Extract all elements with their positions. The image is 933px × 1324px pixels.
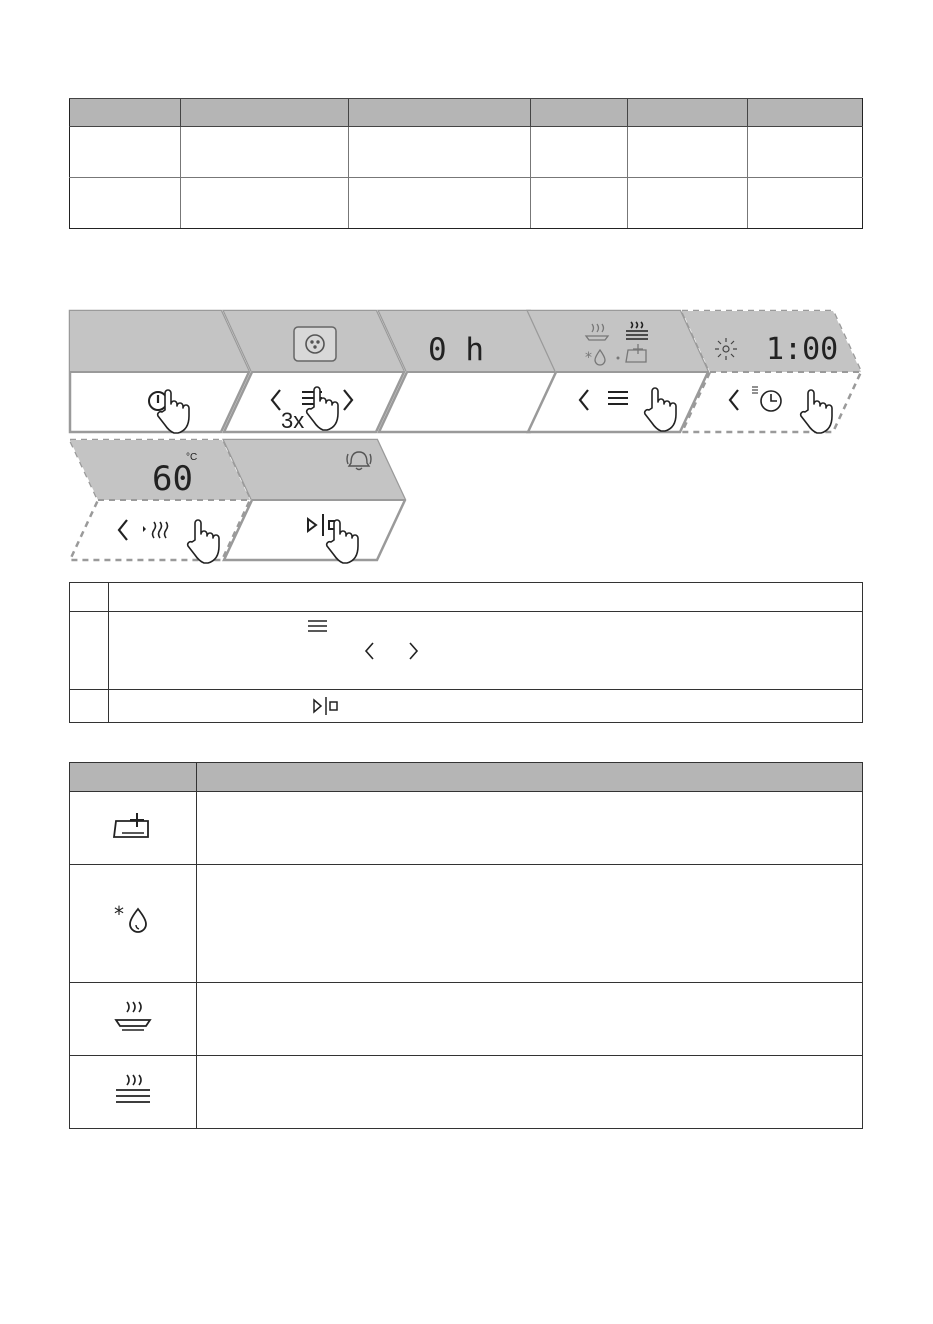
option-icon-cell <box>70 1056 197 1129</box>
table-cell <box>531 178 628 229</box>
chevron-left-icon <box>363 641 377 661</box>
header-cell <box>628 99 748 127</box>
table-cell <box>531 127 628 178</box>
svg-text:*: * <box>114 903 124 926</box>
option-description <box>197 792 863 865</box>
table-row <box>70 792 863 865</box>
options-table <box>69 762 863 1129</box>
machine-care-icon <box>112 811 154 841</box>
start-pause-icon <box>311 696 341 716</box>
step-number <box>70 690 109 723</box>
table-cell <box>349 178 531 229</box>
header-cell <box>748 99 863 127</box>
step-select-program <box>224 311 404 433</box>
table-cell <box>748 127 863 178</box>
header-cell <box>531 99 628 127</box>
top-table <box>69 98 863 229</box>
top-table-header <box>70 99 863 127</box>
option-icon-cell <box>70 792 197 865</box>
step-delay-display <box>379 311 558 432</box>
anti-allergy-icon <box>112 903 154 939</box>
delay-display: 0 h <box>428 332 484 368</box>
menu-icon <box>307 618 329 634</box>
table-row <box>70 865 863 983</box>
table-cell <box>181 178 349 229</box>
table-cell <box>349 127 531 178</box>
repeat-count-label: 3x <box>281 408 305 433</box>
steps-table <box>69 582 863 723</box>
step-start-program <box>224 440 405 563</box>
step-set-temperature <box>70 440 250 563</box>
table-row <box>70 983 863 1056</box>
header-cell <box>349 99 531 127</box>
table-row <box>70 690 863 723</box>
option-icon-cell <box>70 983 197 1056</box>
option-description <box>197 865 863 983</box>
stack-heat-icon <box>112 1073 154 1107</box>
table-row <box>70 583 863 612</box>
table-cell <box>181 127 349 178</box>
operation-sequence-diagram <box>0 300 933 570</box>
time-display: 1:00 <box>766 332 839 367</box>
table-row <box>70 127 863 178</box>
table-row <box>70 178 863 229</box>
chevron-right-icon <box>407 641 421 661</box>
table-cell <box>748 178 863 229</box>
step-number <box>70 583 109 612</box>
table-row <box>70 612 863 690</box>
table-cell <box>70 178 181 229</box>
table-cell <box>70 127 181 178</box>
table-cell <box>628 178 748 229</box>
step-cell <box>109 690 863 723</box>
header-cell <box>70 99 181 127</box>
temperature-unit: °C <box>186 452 198 463</box>
svg-text:*: * <box>585 350 592 366</box>
step-cell <box>109 612 863 690</box>
header-cell <box>70 763 197 792</box>
option-icon-cell <box>70 865 197 983</box>
header-cell <box>197 763 863 792</box>
step-power-on <box>70 311 249 433</box>
temperature-display: 60 <box>152 459 193 499</box>
option-description <box>197 1056 863 1129</box>
header-cell <box>181 99 349 127</box>
option-description <box>197 983 863 1056</box>
options-header <box>70 763 863 792</box>
table-row <box>70 1056 863 1129</box>
program-icon <box>294 327 336 361</box>
table-cell <box>628 127 748 178</box>
dish-heat-icon <box>112 1000 154 1034</box>
step-select-option <box>528 311 708 432</box>
step-number <box>70 612 109 690</box>
step-text <box>109 583 863 612</box>
